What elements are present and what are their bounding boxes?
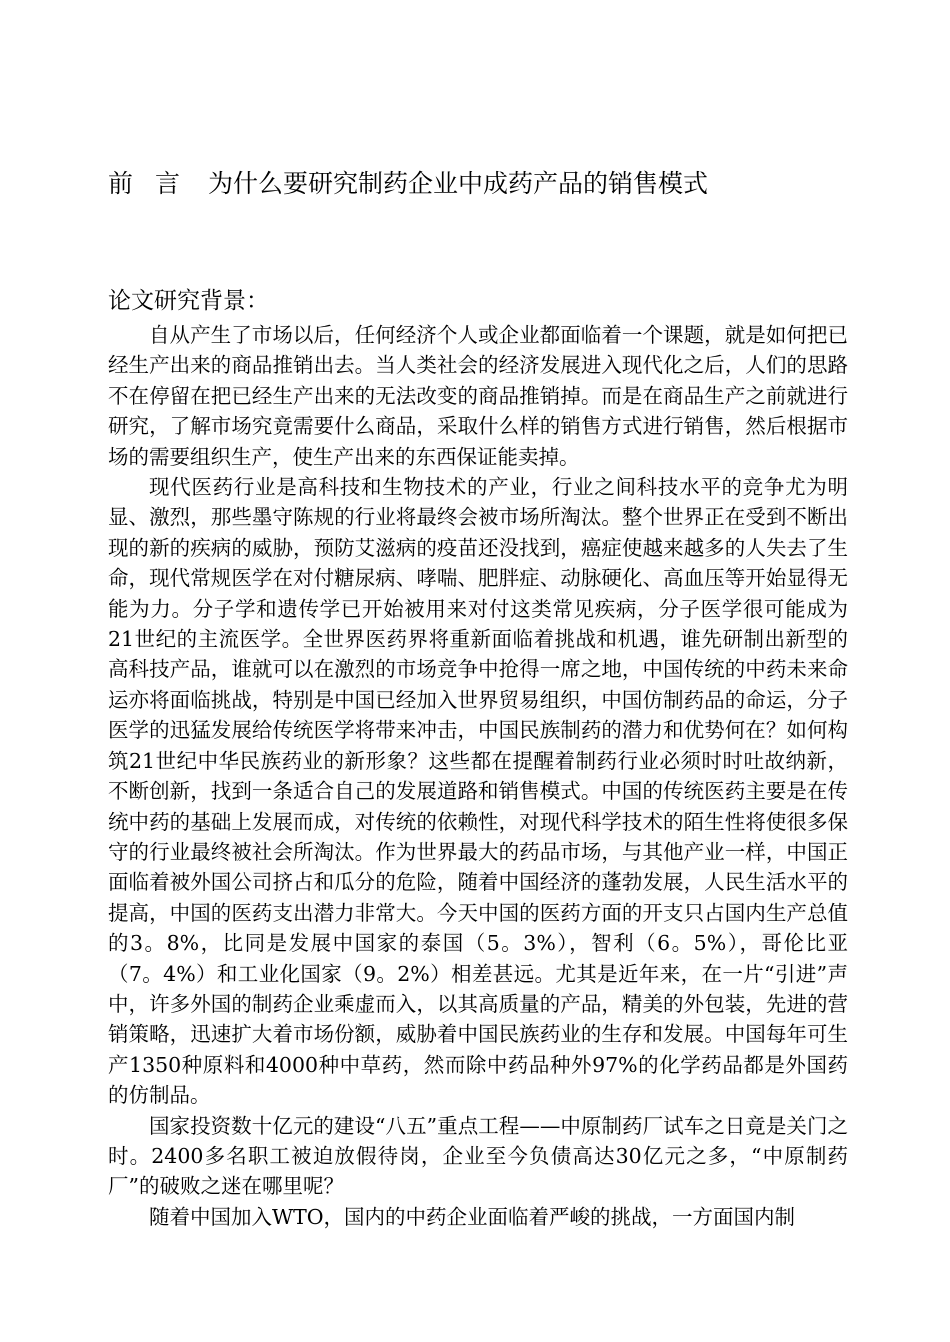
chapter-label: 前言 [108, 169, 203, 198]
chapter-title [108, 166, 868, 202]
paragraph: 随着中国加入WTO，国内的中药企业面临着严峻的挑战，一方面国内制 [149, 1204, 796, 1229]
paragraph: 自从产生了市场以后，任何经济个人或企业都面临着一个课题，就是如何把已经生产出来的商品推销出去。当人类社会的经济发展进入现代化之后，人们的思路不在停留在把已经生产出来的无法改变的商品推销掉。而是在商品生产之前就进行研究，了解市场究竟需要什么商品，采取什么样的销售方式进行销售，然后根据市场的需要组织生产，使生产出来的东西保证能卖掉。 [108, 323, 848, 469]
body-text [108, 320, 848, 1232]
chapter-title-text: 为什么要研究制药企业中成药产品的销售模式 [208, 169, 709, 198]
section-heading: 论文研究背景： [108, 288, 269, 314]
paragraph: 现代医药行业是高科技和生物技术的产业，行业之间科技水平的竞争尤为明显、激烈，那些墨守陈规的行业将最终会被市场所淘汰。整个世界正在受到不断出现的新的疾病的威胁，预防艾滋病的疫苗还没找到，癌症使越来越多的人失去了生命，现代常规医学在对付糖尿病、哮喘、肥胖症、动脉硬化、高血压等开始显得无能为力。分子学和遗传学已开始被用来对付这类常见疾病，分子医学很可能成为21世纪的主流医学。全世界医药界将重新面临着挑战和机遇，谁先研制出新型的高科技产品，谁就可以在激烈的市场竞争中抢得一席之地，中国传统的中药未来命运亦将面临挑战，特别是中国已经加入世界贸易组织，中国仿制药品的命运，分子医学的迅猛发展给传统医学将带来冲击，中国民族制药的潜力和优势何在？如何构筑21世纪中华民族药业的新形象？这些都在提醒着制药行业必须时时吐故纳新，不断创新，找到一条适合自己的发展道路和销售模式。中国的传统医药主要是在传统中药的基础上发展而成，对传统的依赖性，对现代科学技术的陌生性将使很多保守的行业最终被社会所淘汰。作为世界最大的药品市场，与其他产业一样，中国正面临着被外国公司挤占和瓜分的危险，随着中国经济的蓬勃发展，人民生活水平的提高，中国的医药支出潜力非常大。今天中国的医药方面的开支只占国内生产总值的3。8%，比同是发展中国家的泰国（5。3%），智利（6。5%），哥伦比亚（7。4%）和工业化国家（9。2%）相差甚远。尤其是近年来，在一片“引进”声中，许多外国的制药企业乘虚而入，以其高质量的产品，精美的外包装，先进的营销策略，迅速扩大着市场份额，威胁着中国民族药业的生存和发展。中国每年可生产1350种原料和4000种中草药，然而除中药品种外97%的化学药品都是外国药的仿制品。 [108, 475, 848, 1108]
paragraph: 国家投资数十亿元的建设“八五”重点工程——中原制药厂试车之日竟是关门之时。2400多名职工被迫放假待岗，企业至今负债高达30亿元之多，“中原制药厂”的破败之迷在哪里呢？ [108, 1113, 848, 1199]
